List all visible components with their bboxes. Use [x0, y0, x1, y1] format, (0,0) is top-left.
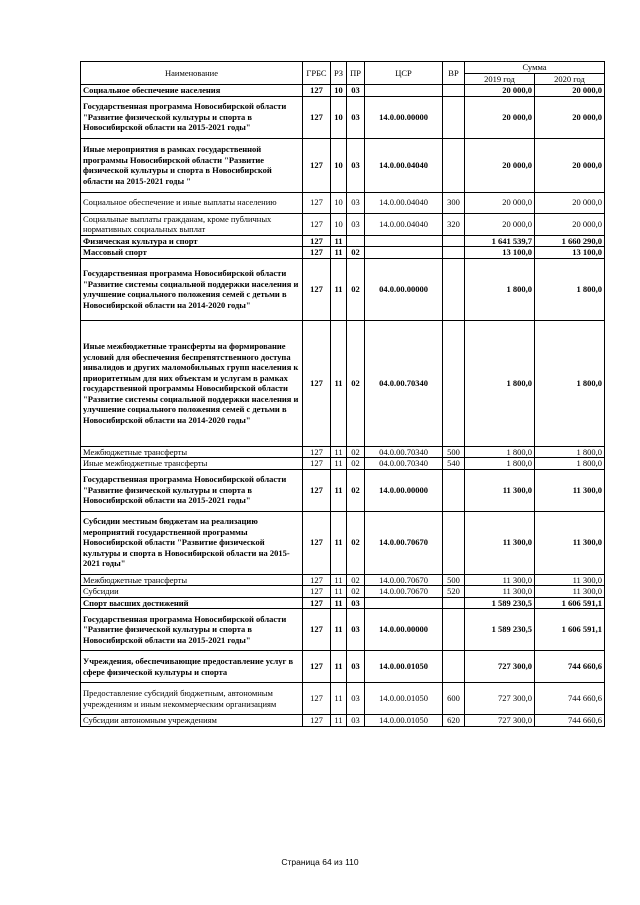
row-name: Физическая культура и спорт — [81, 235, 303, 247]
row-sum-2019: 1 589 230,5 — [465, 609, 535, 651]
table-row — [81, 247, 605, 259]
row-rz: 11 — [331, 586, 347, 598]
row-pr: 03 — [347, 597, 365, 609]
row-rz: 11 — [331, 511, 347, 574]
row-csr: 04.0.00.70340 — [365, 458, 443, 470]
table-row — [81, 586, 605, 598]
row-csr — [365, 235, 443, 247]
row-rz: 11 — [331, 683, 347, 715]
row-pr: 03 — [347, 715, 365, 727]
row-csr — [365, 85, 443, 97]
row-grbs: 127 — [303, 213, 331, 235]
row-sum-2020: 1 800,0 — [535, 458, 605, 470]
row-pr: 03 — [347, 683, 365, 715]
row-sum-2019: 11 300,0 — [465, 511, 535, 574]
row-vr — [443, 138, 465, 192]
row-name: Субсидии местным бюджетам на реализацию мероприятий государственной программы Новосибирской области "Развитие физической культуры и спорта в Новосибирской области на 2015-2021 годы" — [81, 511, 303, 574]
row-pr: 02 — [347, 258, 365, 320]
row-sum-2020: 1 660 290,0 — [535, 235, 605, 247]
row-vr — [443, 320, 465, 446]
row-csr — [365, 597, 443, 609]
table-row — [81, 651, 605, 683]
row-grbs: 127 — [303, 235, 331, 247]
table-body — [81, 85, 605, 727]
row-grbs: 127 — [303, 96, 331, 138]
row-rz: 10 — [331, 96, 347, 138]
row-vr: 300 — [443, 192, 465, 213]
table-row — [81, 446, 605, 458]
row-sum-2019: 1 800,0 — [465, 258, 535, 320]
table-row — [81, 258, 605, 320]
row-sum-2019: 727 300,0 — [465, 651, 535, 683]
row-sum-2019: 1 800,0 — [465, 446, 535, 458]
row-vr — [443, 96, 465, 138]
row-sum-2020: 20 000,0 — [535, 96, 605, 138]
row-rz: 10 — [331, 138, 347, 192]
row-name: Предоставление субсидий бюджетным, автономным учреждениям и иным некоммерческим организациям — [81, 683, 303, 715]
row-name: Межбюджетные трансферты — [81, 574, 303, 586]
row-name: Государственная программа Новосибирской области "Развитие системы социальной поддержки населения и улучшение социального положения семей с детьми в Новосибирской области на 2014-2020 годы" — [81, 258, 303, 320]
row-sum-2019: 13 100,0 — [465, 247, 535, 259]
row-pr: 02 — [347, 446, 365, 458]
row-csr: 14.0.00.70670 — [365, 586, 443, 598]
page-footer: Страница 64 из 110 — [281, 857, 359, 867]
row-rz: 11 — [331, 715, 347, 727]
row-sum-2019: 20 000,0 — [465, 85, 535, 97]
row-rz: 11 — [331, 247, 347, 259]
row-vr — [443, 609, 465, 651]
row-pr: 02 — [347, 469, 365, 511]
row-grbs: 127 — [303, 469, 331, 511]
table-row — [81, 96, 605, 138]
row-vr: 620 — [443, 715, 465, 727]
row-vr — [443, 258, 465, 320]
row-sum-2020: 13 100,0 — [535, 247, 605, 259]
row-sum-2019: 20 000,0 — [465, 96, 535, 138]
row-csr — [365, 247, 443, 259]
row-sum-2019: 1 641 539,7 — [465, 235, 535, 247]
row-pr: 02 — [347, 320, 365, 446]
row-csr: 14.0.00.04040 — [365, 213, 443, 235]
table-row — [81, 469, 605, 511]
row-name: Социальное обеспечение и иные выплаты населению — [81, 192, 303, 213]
row-sum-2019: 727 300,0 — [465, 683, 535, 715]
table-row — [81, 192, 605, 213]
row-vr — [443, 85, 465, 97]
row-name: Иные межбюджетные трансферты на формирование условий для обеспечения беспрепятственного доступа инвалидов и других маломобильных групп населения к приоритетным для них объектам и услугам в рамках государственной программы Новосибирской области "Развитие системы социальной поддержки населения и улучшение социального положения семей с детьми в Новосибирской области на 2014-2020 годы" — [81, 320, 303, 446]
row-vr: 520 — [443, 586, 465, 598]
row-sum-2019: 20 000,0 — [465, 213, 535, 235]
row-name: Межбюджетные трансферты — [81, 446, 303, 458]
row-name: Массовый спорт — [81, 247, 303, 259]
row-grbs: 127 — [303, 192, 331, 213]
row-rz: 11 — [331, 258, 347, 320]
row-rz: 11 — [331, 469, 347, 511]
row-grbs: 127 — [303, 458, 331, 470]
row-grbs: 127 — [303, 85, 331, 97]
table-row — [81, 85, 605, 97]
row-name: Государственная программа Новосибирской области "Развитие физической культуры и спорта в Новосибирской области на 2015-2021 годы" — [81, 609, 303, 651]
row-grbs: 127 — [303, 651, 331, 683]
header-name: Наименование — [81, 62, 303, 85]
row-rz: 10 — [331, 213, 347, 235]
table-row — [81, 574, 605, 586]
row-vr: 500 — [443, 446, 465, 458]
row-vr: 600 — [443, 683, 465, 715]
row-sum-2019: 11 300,0 — [465, 586, 535, 598]
row-pr: 03 — [347, 213, 365, 235]
row-rz: 11 — [331, 446, 347, 458]
row-pr: 02 — [347, 586, 365, 598]
table-row — [81, 511, 605, 574]
row-name: Государственная программа Новосибирской области "Развитие физической культуры и спорта в Новосибирской области на 2015-2021 годы" — [81, 469, 303, 511]
row-sum-2019: 20 000,0 — [465, 192, 535, 213]
row-pr: 03 — [347, 192, 365, 213]
row-sum-2020: 20 000,0 — [535, 138, 605, 192]
table-row — [81, 320, 605, 446]
row-sum-2019: 1 800,0 — [465, 320, 535, 446]
row-grbs: 127 — [303, 683, 331, 715]
row-rz: 10 — [331, 192, 347, 213]
row-sum-2020: 20 000,0 — [535, 192, 605, 213]
row-csr: 04.0.00.00000 — [365, 258, 443, 320]
row-sum-2019: 20 000,0 — [465, 138, 535, 192]
row-pr: 02 — [347, 511, 365, 574]
row-csr: 14.0.00.01050 — [365, 715, 443, 727]
row-pr: 03 — [347, 651, 365, 683]
row-name: Государственная программа Новосибирской области "Развитие физической культуры и спорта в Новосибирской области на 2015-2021 годы" — [81, 96, 303, 138]
row-rz: 11 — [331, 320, 347, 446]
row-vr — [443, 247, 465, 259]
row-sum-2019: 11 300,0 — [465, 574, 535, 586]
row-pr: 02 — [347, 247, 365, 259]
row-grbs: 127 — [303, 574, 331, 586]
row-name: Социальные выплаты гражданам, кроме публичных нормативных социальных выплат — [81, 213, 303, 235]
row-sum-2020: 11 300,0 — [535, 586, 605, 598]
row-sum-2020: 1 800,0 — [535, 320, 605, 446]
row-grbs: 127 — [303, 715, 331, 727]
row-csr: 14.0.00.04040 — [365, 138, 443, 192]
row-grbs: 127 — [303, 138, 331, 192]
row-vr — [443, 651, 465, 683]
row-sum-2019: 1 589 230,5 — [465, 597, 535, 609]
row-vr — [443, 235, 465, 247]
row-csr: 14.0.00.01050 — [365, 683, 443, 715]
budget-table — [80, 61, 605, 727]
header-pr: ПР — [347, 62, 365, 85]
row-sum-2019: 727 300,0 — [465, 715, 535, 727]
row-vr: 500 — [443, 574, 465, 586]
row-pr: 03 — [347, 609, 365, 651]
row-rz: 11 — [331, 574, 347, 586]
row-grbs: 127 — [303, 258, 331, 320]
row-pr — [347, 235, 365, 247]
row-sum-2020: 11 300,0 — [535, 511, 605, 574]
row-grbs: 127 — [303, 320, 331, 446]
row-sum-2020: 20 000,0 — [535, 213, 605, 235]
row-sum-2020: 11 300,0 — [535, 469, 605, 511]
row-sum-2020: 744 660,6 — [535, 683, 605, 715]
header-sum: Сумма — [465, 62, 605, 74]
header-rz: РЗ — [331, 62, 347, 85]
row-grbs: 127 — [303, 511, 331, 574]
row-rz: 11 — [331, 609, 347, 651]
row-sum-2020: 20 000,0 — [535, 85, 605, 97]
row-rz: 11 — [331, 458, 347, 470]
row-csr: 14.0.00.01050 — [365, 651, 443, 683]
row-grbs: 127 — [303, 586, 331, 598]
table-row — [81, 138, 605, 192]
row-rz: 11 — [331, 597, 347, 609]
row-csr: 14.0.00.00000 — [365, 469, 443, 511]
row-sum-2020: 1 800,0 — [535, 446, 605, 458]
row-grbs: 127 — [303, 446, 331, 458]
table-row — [81, 609, 605, 651]
row-vr: 540 — [443, 458, 465, 470]
table-row — [81, 597, 605, 609]
row-pr: 03 — [347, 85, 365, 97]
row-vr — [443, 511, 465, 574]
row-rz: 10 — [331, 85, 347, 97]
header-grbs: ГРБС — [303, 62, 331, 85]
row-vr: 320 — [443, 213, 465, 235]
header-year-2020: 2020 год — [535, 73, 605, 85]
row-csr: 14.0.00.04040 — [365, 192, 443, 213]
row-name: Субсидии автономным учреждениям — [81, 715, 303, 727]
row-grbs: 127 — [303, 597, 331, 609]
header-year-2019: 2019 год — [465, 73, 535, 85]
header-vr: ВР — [443, 62, 465, 85]
row-sum-2020: 1 606 591,1 — [535, 597, 605, 609]
row-name: Социальное обеспечение населения — [81, 85, 303, 97]
row-csr: 14.0.00.70670 — [365, 511, 443, 574]
row-name: Иные мероприятия в рамках государственной программы Новосибирской области "Развитие физической культуры и спорта в Новосибирской области на 2015-2021 годы " — [81, 138, 303, 192]
row-name: Спорт высших достижений — [81, 597, 303, 609]
table-row — [81, 458, 605, 470]
header-csr: ЦСР — [365, 62, 443, 85]
row-name: Иные межбюджетные трансферты — [81, 458, 303, 470]
table-row — [81, 715, 605, 727]
row-pr: 02 — [347, 574, 365, 586]
table-row — [81, 213, 605, 235]
row-sum-2020: 11 300,0 — [535, 574, 605, 586]
row-csr: 04.0.00.70340 — [365, 446, 443, 458]
row-sum-2020: 1 606 591,1 — [535, 609, 605, 651]
row-pr: 03 — [347, 96, 365, 138]
row-vr — [443, 597, 465, 609]
row-sum-2019: 11 300,0 — [465, 469, 535, 511]
row-sum-2020: 744 660,6 — [535, 651, 605, 683]
row-name: Субсидии — [81, 586, 303, 598]
row-csr: 14.0.00.00000 — [365, 609, 443, 651]
row-pr: 02 — [347, 458, 365, 470]
row-vr — [443, 469, 465, 511]
row-rz: 11 — [331, 235, 347, 247]
row-csr: 14.0.00.00000 — [365, 96, 443, 138]
row-pr: 03 — [347, 138, 365, 192]
table-row — [81, 235, 605, 247]
row-sum-2019: 1 800,0 — [465, 458, 535, 470]
row-sum-2020: 744 660,6 — [535, 715, 605, 727]
budget-table-container — [80, 61, 604, 727]
row-grbs: 127 — [303, 247, 331, 259]
row-csr: 14.0.00.70670 — [365, 574, 443, 586]
row-sum-2020: 1 800,0 — [535, 258, 605, 320]
row-csr: 04.0.00.70340 — [365, 320, 443, 446]
row-grbs: 127 — [303, 609, 331, 651]
row-rz: 11 — [331, 651, 347, 683]
table-row — [81, 683, 605, 715]
row-name: Учреждения, обеспечивающие предоставление услуг в сфере физической культуры и спорта — [81, 651, 303, 683]
